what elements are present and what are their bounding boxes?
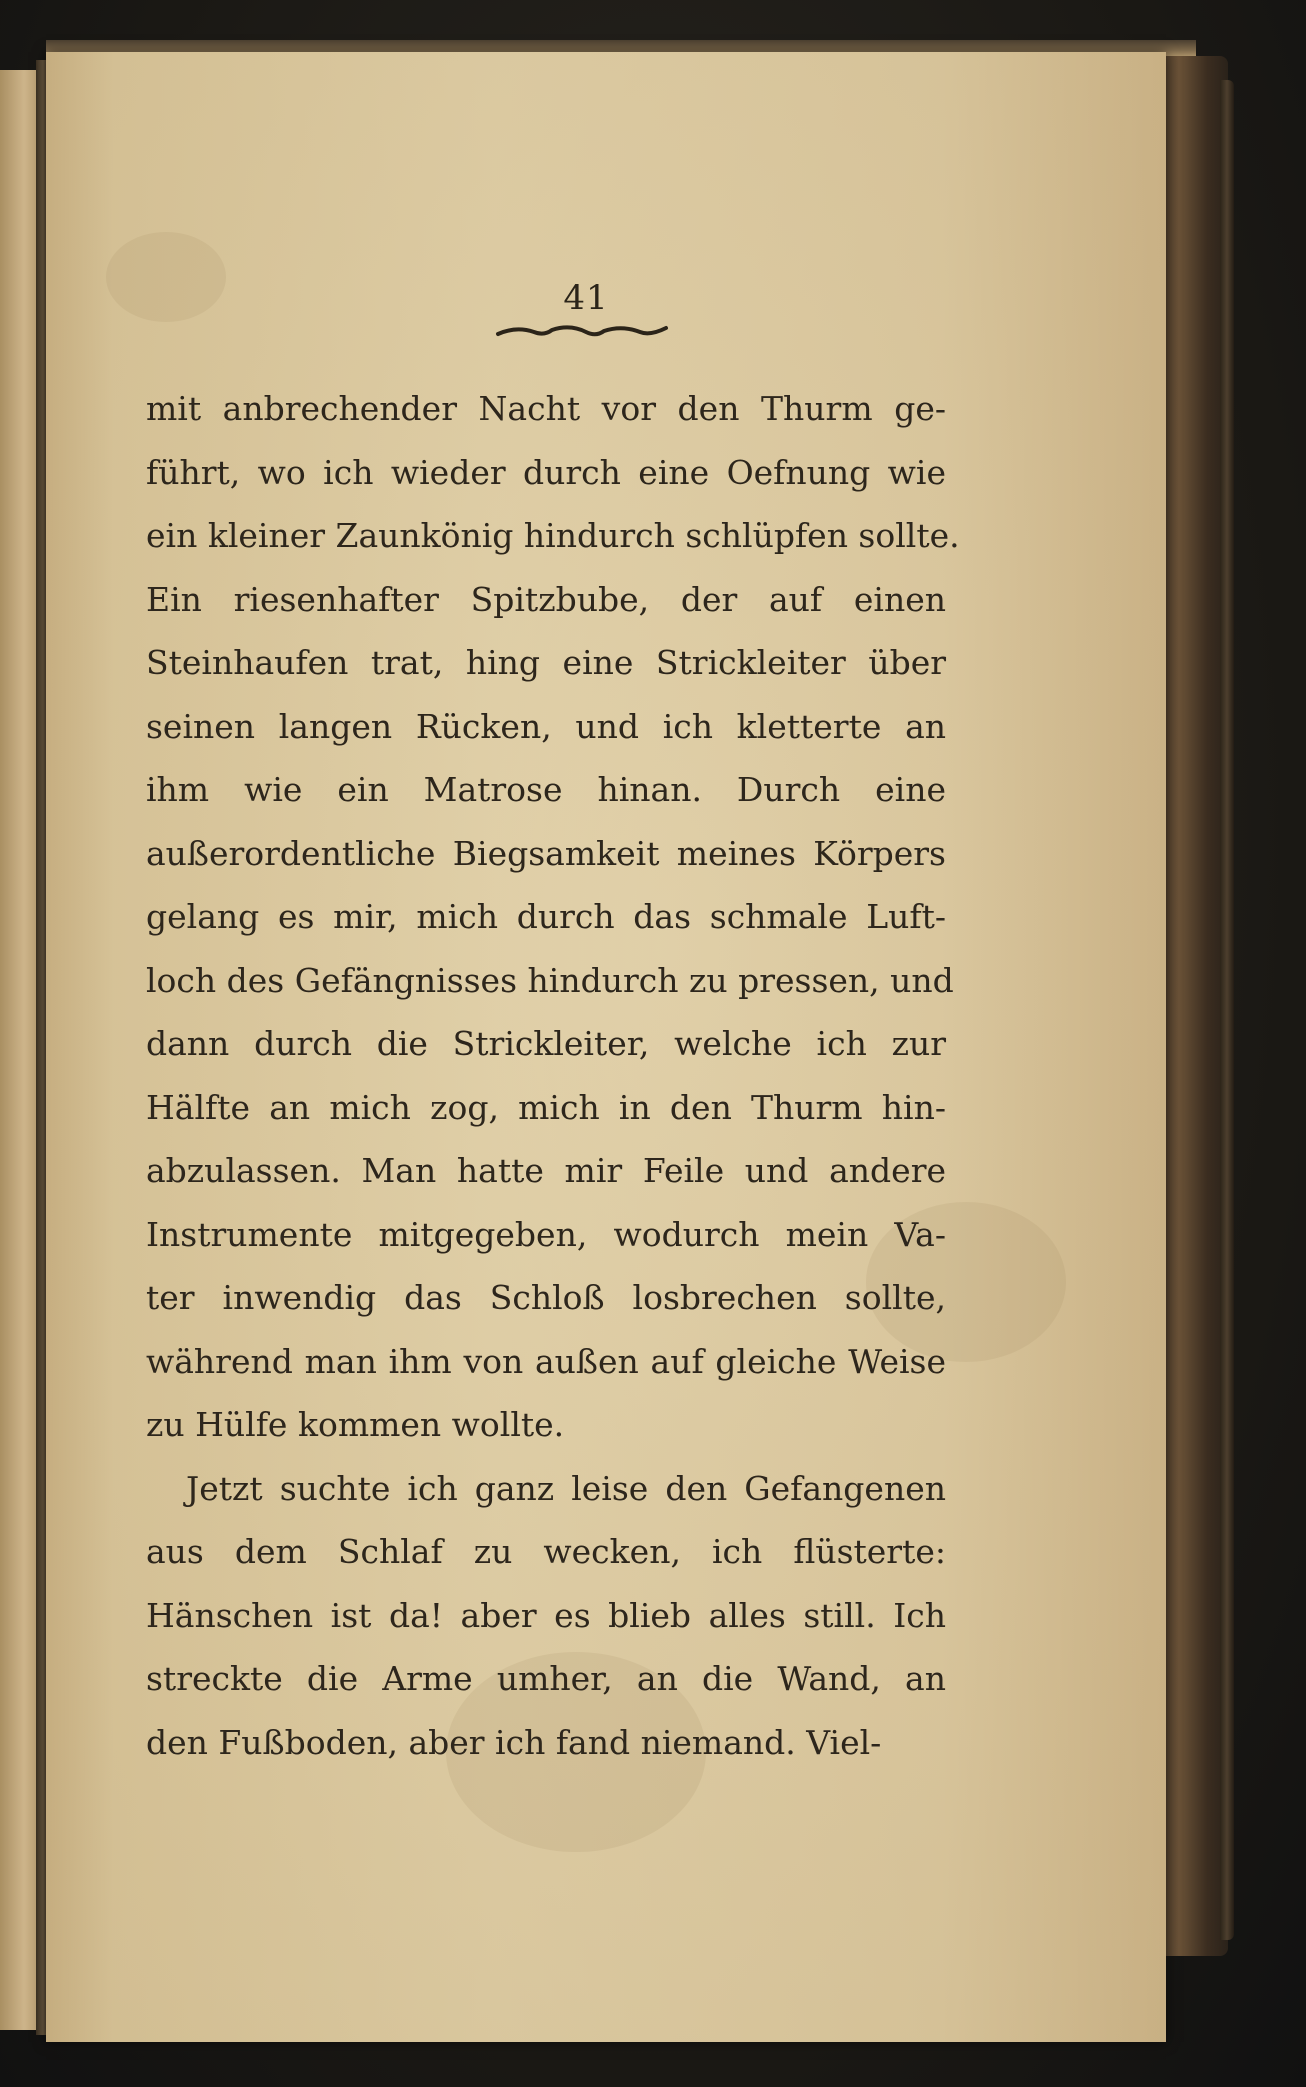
text-line: gelang es mir, mich durch das schmale Luft- (146, 897, 946, 936)
text-line: führt, wo ich wieder durch eine Oefnung wie (146, 452, 946, 492)
text-line: Hälfte an mich zog, mich in den Thurm hin- (146, 1087, 946, 1127)
body-text (146, 377, 960, 1774)
text-line: Instrumente mitgegeben, wodurch mein Va- (146, 1214, 946, 1254)
text-line: ter inwendig das Schloß losbrechen sollte, (146, 1278, 946, 1317)
text-line: abzulassen. Man hatte mir Feile und andere (146, 1151, 946, 1190)
text-line: dann durch die Strickleiter, welche ich zur (146, 1024, 946, 1063)
text-line: Steinhaufen trat, hing eine Strickleiter über (146, 643, 946, 682)
text-line: während man ihm von außen auf gleiche Weise (146, 1341, 946, 1381)
text-line: ihm wie ein Matrose hinan. Durch eine (146, 770, 946, 809)
book-page (46, 52, 1166, 2042)
text-line: zu Hülfe kommen wollte. (146, 1405, 565, 1444)
page-number: 41 (563, 278, 609, 318)
book-cover-edge (1220, 80, 1234, 1940)
text-line: ein kleiner Zaunkönig hindurch schlüpfen sollte. (146, 516, 960, 555)
text-line: mit anbrechender Nacht vor den Thurm ge- (146, 389, 946, 428)
text-line: außerordentliche Biegsamkeit meines Körpers (146, 833, 946, 873)
decorative-rule-ornament (494, 322, 670, 342)
text-line: seinen langen Rücken, und ich kletterte an (146, 706, 946, 746)
text-line: den Fußboden, aber ich fand niemand. Viel- (146, 1722, 882, 1762)
text-line: loch des Gefängnisses hindurch zu pressen, und (146, 960, 954, 1000)
book-cover-binding (1158, 56, 1228, 1956)
previous-page-edge (0, 70, 40, 2030)
text-line: Hänschen ist da! aber es blieb alles still. Ich (146, 1595, 946, 1635)
text-line: Ein riesenhafter Spitzbube, der auf einen (146, 579, 946, 619)
text-line: streckte die Arme umher, an die Wand, an (146, 1659, 946, 1698)
text-line: Jetzt suchte ich ganz leise den Gefangenen (186, 1468, 946, 1508)
text-line: aus dem Schlaf zu wecken, ich flüsterte: (146, 1532, 946, 1571)
